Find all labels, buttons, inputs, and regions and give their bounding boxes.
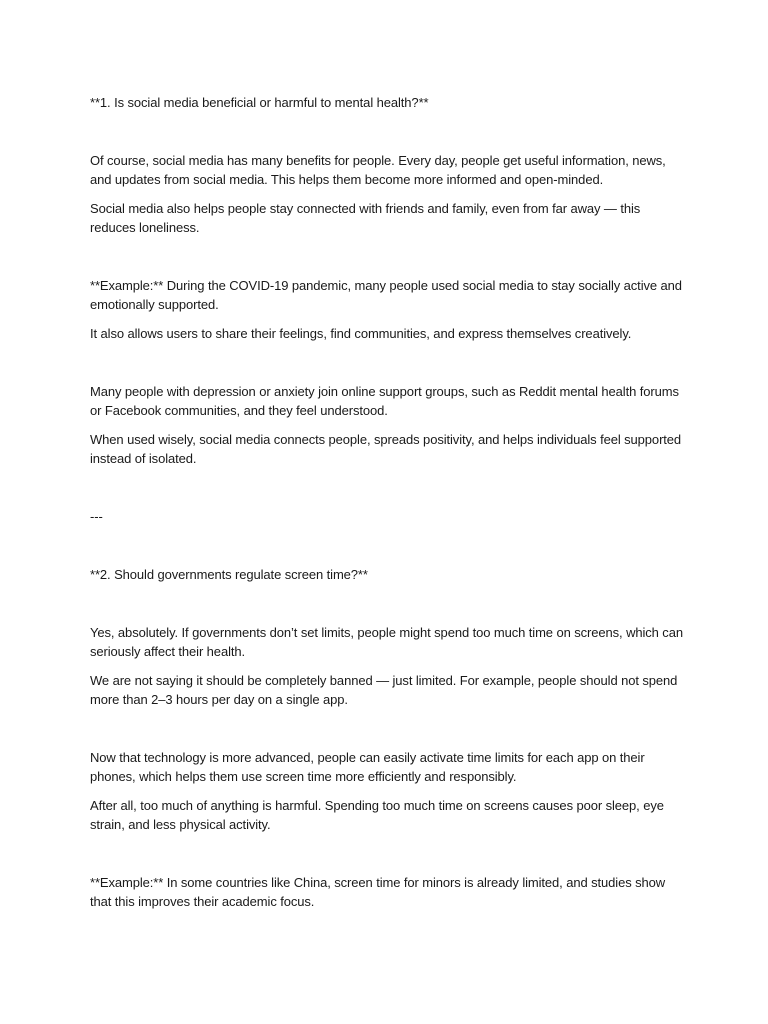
- question-1-paragraph-6: When used wisely, social media connects people, spreads positivity, and helps individuals feel supported instead of isolated.: [90, 432, 682, 466]
- question-2-paragraph-4: After all, too much of anything is harmful. Spending too much time on screens causes poor sleep, eye strain, and less physical activity.: [90, 798, 664, 832]
- question-1-paragraph-5: Many people with depression or anxiety join online support groups, such as Reddit mental health forums or Facebook communities, and they feel understood.: [90, 384, 679, 418]
- question-2-paragraph-1: Yes, absolutely. If governments don’t set limits, people might spend too much time on screens, which can seriously affect their health.: [90, 625, 683, 659]
- question-2-paragraph-3: Now that technology is more advanced, people can easily activate time limits for each app on their phones, which helps them use screen time more efficiently and responsibly.: [90, 750, 645, 784]
- question-2-heading: **2. Should governments regulate screen time?**: [90, 567, 368, 582]
- question-1-paragraph-1: Of course, social media has many benefits for people. Every day, people get useful information, news, and updates from social media. This helps them become more informed and open-minded.: [90, 153, 666, 187]
- question-1-paragraph-4: It also allows users to share their feelings, find communities, and express themselves creatively.: [90, 326, 632, 341]
- question-1-heading: **1. Is social media beneficial or harmful to mental health?**: [90, 95, 429, 110]
- question-2-example: **Example:** In some countries like China, screen time for minors is already limited, and studies show that this improves their academic focus.: [90, 875, 666, 909]
- question-1-example: **Example:** During the COVID-19 pandemic, many people used social media to stay socially active and emotionally supported.: [90, 278, 682, 312]
- section-separator: ---: [90, 509, 103, 524]
- question-1-paragraph-2: Social media also helps people stay connected with friends and family, even from far away — this reduces loneliness.: [90, 201, 641, 235]
- question-2-paragraph-2: We are not saying it should be completely banned — just limited. For example, people should not spend more than 2–3 hours per day on a single app.: [90, 673, 678, 707]
